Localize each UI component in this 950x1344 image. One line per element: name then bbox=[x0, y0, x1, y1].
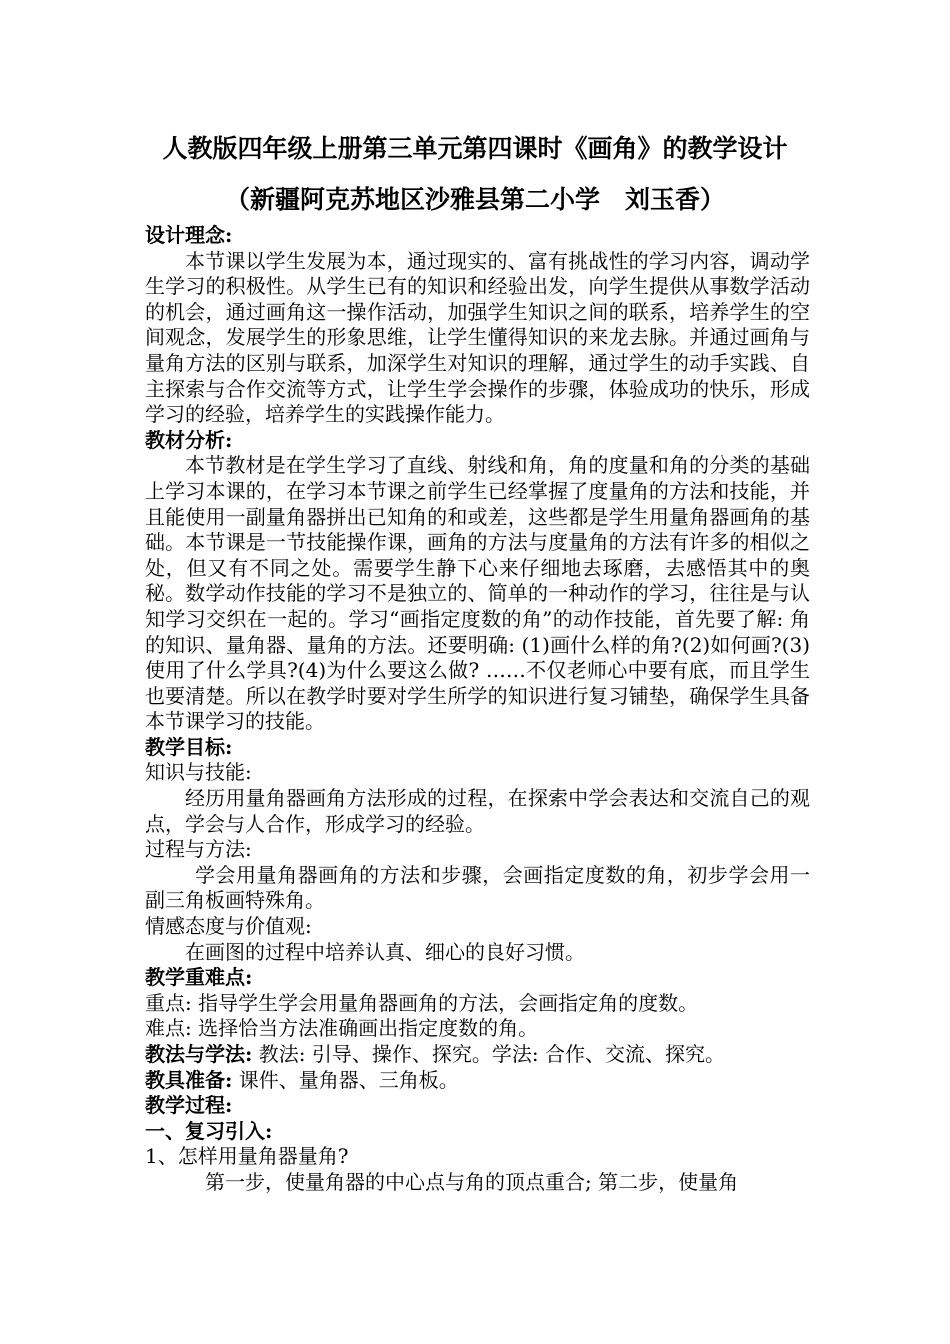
difficult-point-line: 难点: 选择恰当方法准确画出指定度数的角。 bbox=[145, 1016, 539, 1041]
document-body bbox=[145, 223, 810, 1196]
review-section-heading: 一、复习引入: bbox=[145, 1118, 273, 1143]
emotion-values-paragraph: 在画图的过程中培养认真、细心的良好习惯。 bbox=[185, 939, 585, 964]
process-methods-label: 过程与方法: bbox=[145, 837, 252, 862]
methods-line bbox=[145, 1042, 810, 1068]
question-line: 1、怎样用量角器量角? bbox=[145, 1144, 349, 1169]
key-point-line: 重点: 指导学生学会用量角器画角的方法，会画指定角的度数。 bbox=[145, 990, 699, 1015]
methods-text: 教法: 引导、操作、探究。学法: 合作、交流、探究。 bbox=[252, 1042, 725, 1066]
material-analysis-paragraph: 本节教材是在学生学习了直线、射线和角，角的度量和角的分类的基础上学习本课的，在学习本节课之前学生已经掌握了度量角的方法和技能，并且能使用一副量角器拼出已知角的和或差，这些都是学生用量角器画角的基础。本节课是一节技能操作课，画角的方法与度量角的方法有许多的相似之处，但又有不同之处。需要学生静下心来仔细地去琢磨，去感悟其中的奥秘。数学动作技能的学习不是独立的、简单的一种动作的学习，往往是与认知学习交织在一起的。学习“画指定度数的角”的动作技能，首先要了解: 角的知识、量角器、量角的方法。还要明确: (1)画什么样的角?(2)如何画?(3)使用了什么学具?(4)为什么要这么做? ……不仅老师心中要有底，而且学生也要清楚。所以在教学时要对学生所学的知识进行复习铺垫，确保学生具备本节课学习的技能。 bbox=[145, 453, 810, 734]
process-methods-paragraph: 学会用量角器画角的方法和步骤，会画指定度数的角，初步学会用一副三角板画特殊角。 bbox=[145, 862, 810, 913]
design-concept-paragraph: 本节课以学生发展为本，通过现实的、富有挑战性的学习内容，调动学生学习的积极性。从学生已有的知识和经验出发，向学生提供从事数学活动的机会，通过画角这一操作活动，加强学生知识之间的联系，培养学生的空间观念，发展学生的形象思维，让学生懂得知识的来龙去脉。并通过画角与量角方法的区别与联系，加深学生对知识的理解，通过学生的动手实践、自主探索与合作交流等方式，让学生学会操作的步骤，体验成功的快乐，形成学习的经验，培养学生的实践操作能力。 bbox=[145, 248, 810, 427]
methods-label: 教法与学法: bbox=[145, 1042, 253, 1066]
key-points-heading: 教学重难点: bbox=[145, 965, 253, 990]
process-heading: 教学过程: bbox=[145, 1093, 233, 1118]
knowledge-skills-label: 知识与技能: bbox=[145, 760, 252, 785]
objectives-heading: 教学目标: bbox=[145, 734, 233, 759]
tools-label: 教具准备: bbox=[145, 1067, 233, 1092]
knowledge-skills-paragraph: 经历用量角器画角方法形成的过程，在探索中学会表达和交流自己的观点，学会与人合作，形成学习的经验。 bbox=[145, 786, 810, 836]
design-concept-heading: 设计理念: bbox=[145, 223, 233, 247]
author-line: （新疆阿克苏地区沙雅县第二小学 刘玉香） bbox=[224, 185, 725, 214]
emotion-values-label: 情感态度与价值观: bbox=[145, 914, 312, 939]
step-paragraph: 第一步，使量角器的中心点与角的顶点重合; 第二步，使量角 bbox=[205, 1169, 739, 1194]
tools-line bbox=[145, 1068, 810, 1094]
material-analysis-heading: 教材分析: bbox=[145, 427, 233, 452]
tools-text: 课件、量角器、三角板。 bbox=[232, 1067, 459, 1092]
document-title: 人教版四年级上册第三单元第四课时《画角》的教学设计 bbox=[162, 134, 788, 163]
